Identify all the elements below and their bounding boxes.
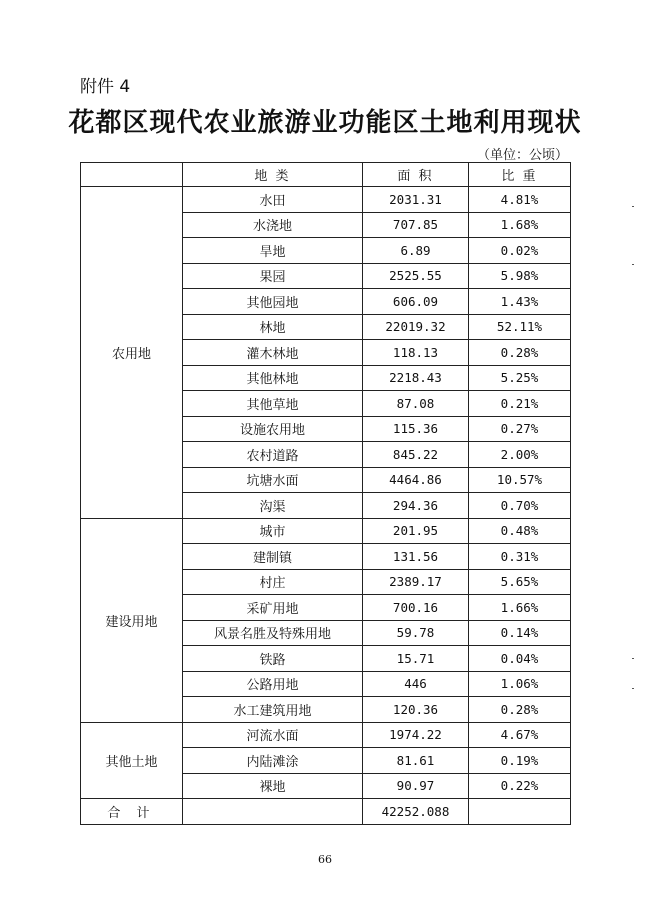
area-cell: 81.61 xyxy=(363,748,469,774)
land-use-table xyxy=(80,162,571,825)
share-cell: 0.21% xyxy=(469,391,571,417)
share-cell: 4.81% xyxy=(469,187,571,213)
unit-note: （单位：公顷） xyxy=(476,148,568,163)
total-type xyxy=(183,799,363,825)
share-cell: 0.48% xyxy=(469,518,571,544)
land-type-cell: 铁路 xyxy=(183,646,363,672)
land-type-cell: 果园 xyxy=(183,263,363,289)
attachment-label: 附件 4 xyxy=(80,77,131,97)
header-category xyxy=(81,163,183,187)
land-type-cell: 林地 xyxy=(183,314,363,340)
share-cell: 0.04% xyxy=(469,646,571,672)
land-type-cell: 水田 xyxy=(183,187,363,213)
area-cell: 201.95 xyxy=(363,518,469,544)
area-cell: 2218.43 xyxy=(363,365,469,391)
table-header-row xyxy=(81,163,571,187)
group-label: 农用地 xyxy=(81,187,183,519)
area-cell: 131.56 xyxy=(363,544,469,570)
table-row xyxy=(81,187,571,213)
area-cell: 2389.17 xyxy=(363,569,469,595)
land-type-cell: 水工建筑用地 xyxy=(183,697,363,723)
share-cell: 4.67% xyxy=(469,722,571,748)
area-cell: 6.89 xyxy=(363,238,469,264)
share-cell: 2.00% xyxy=(469,442,571,468)
area-cell: 120.36 xyxy=(363,697,469,723)
share-cell: 5.65% xyxy=(469,569,571,595)
share-cell: 1.06% xyxy=(469,671,571,697)
land-type-cell: 城市 xyxy=(183,518,363,544)
land-type-cell: 水浇地 xyxy=(183,212,363,238)
share-cell: 5.98% xyxy=(469,263,571,289)
scan-speck xyxy=(632,658,634,659)
land-type-cell: 河流水面 xyxy=(183,722,363,748)
land-type-cell: 风景名胜及特殊用地 xyxy=(183,620,363,646)
area-cell: 118.13 xyxy=(363,340,469,366)
area-cell: 115.36 xyxy=(363,416,469,442)
land-type-cell: 旱地 xyxy=(183,238,363,264)
area-cell: 15.71 xyxy=(363,646,469,672)
share-cell: 1.43% xyxy=(469,289,571,315)
land-type-cell: 灌木林地 xyxy=(183,340,363,366)
area-cell: 294.36 xyxy=(363,493,469,519)
total-area: 42252.088 xyxy=(363,799,469,825)
area-cell: 707.85 xyxy=(363,212,469,238)
group-label: 其他土地 xyxy=(81,722,183,799)
scan-speck xyxy=(632,206,634,207)
share-cell: 52.11% xyxy=(469,314,571,340)
share-cell: 0.22% xyxy=(469,773,571,799)
share-cell: 5.25% xyxy=(469,365,571,391)
land-type-cell: 建制镇 xyxy=(183,544,363,570)
share-cell: 1.68% xyxy=(469,212,571,238)
land-type-cell: 坑塘水面 xyxy=(183,467,363,493)
total-row xyxy=(81,799,571,825)
scan-speck xyxy=(632,688,634,689)
area-cell: 22019.32 xyxy=(363,314,469,340)
area-cell: 59.78 xyxy=(363,620,469,646)
page-number: 66 xyxy=(318,853,332,866)
land-type-cell: 沟渠 xyxy=(183,493,363,519)
scan-speck xyxy=(632,264,634,265)
group-label: 建设用地 xyxy=(81,518,183,722)
area-cell: 87.08 xyxy=(363,391,469,417)
table-row xyxy=(81,518,571,544)
share-cell: 0.02% xyxy=(469,238,571,264)
total-share xyxy=(469,799,571,825)
land-type-cell: 设施农用地 xyxy=(183,416,363,442)
land-type-cell: 公路用地 xyxy=(183,671,363,697)
land-type-cell: 农村道路 xyxy=(183,442,363,468)
area-cell: 700.16 xyxy=(363,595,469,621)
area-cell: 2525.55 xyxy=(363,263,469,289)
land-type-cell: 内陆滩涂 xyxy=(183,748,363,774)
land-type-cell: 村庄 xyxy=(183,569,363,595)
area-cell: 90.97 xyxy=(363,773,469,799)
land-type-cell: 其他林地 xyxy=(183,365,363,391)
area-cell: 1974.22 xyxy=(363,722,469,748)
total-label: 合 计 xyxy=(81,799,183,825)
land-type-cell: 采矿用地 xyxy=(183,595,363,621)
share-cell: 0.70% xyxy=(469,493,571,519)
header-share: 比 重 xyxy=(469,163,571,187)
area-cell: 4464.86 xyxy=(363,467,469,493)
land-type-cell: 裸地 xyxy=(183,773,363,799)
area-cell: 446 xyxy=(363,671,469,697)
area-cell: 845.22 xyxy=(363,442,469,468)
land-type-cell: 其他草地 xyxy=(183,391,363,417)
share-cell: 0.14% xyxy=(469,620,571,646)
header-area: 面 积 xyxy=(363,163,469,187)
table-row xyxy=(81,722,571,748)
share-cell: 10.57% xyxy=(469,467,571,493)
share-cell: 0.31% xyxy=(469,544,571,570)
share-cell: 0.28% xyxy=(469,340,571,366)
header-land-type: 地 类 xyxy=(183,163,363,187)
document-title: 花都区现代农业旅游业功能区土地利用现状 xyxy=(68,108,582,138)
share-cell: 0.19% xyxy=(469,748,571,774)
land-type-cell: 其他园地 xyxy=(183,289,363,315)
share-cell: 0.27% xyxy=(469,416,571,442)
area-cell: 606.09 xyxy=(363,289,469,315)
area-cell: 2031.31 xyxy=(363,187,469,213)
share-cell: 1.66% xyxy=(469,595,571,621)
share-cell: 0.28% xyxy=(469,697,571,723)
